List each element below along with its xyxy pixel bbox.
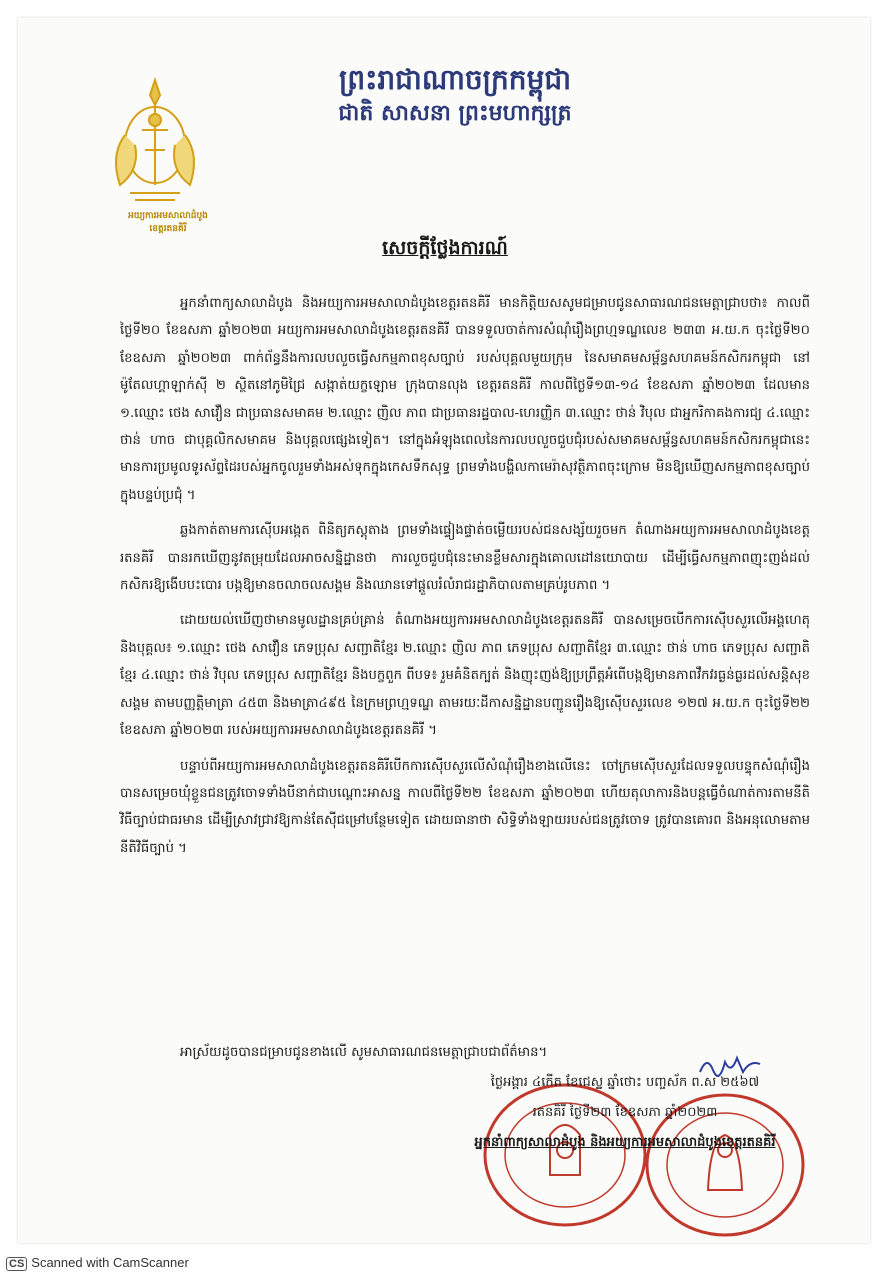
lunar-date: ថ្ងៃអង្គារ ៤កើត ខែជេស្ឋ ឆ្នាំថោះ បញ្ចស័ក ព.ស ២៥៦៧ — [490, 1075, 760, 1090]
paragraph-2: ឆ្លងកាត់តាមការស៊ើបអង្កេត ពិនិត្យភស្តុតាង ព្រមទាំងផ្ទៀងផ្ទាត់ចម្លើយរបស់ជនសង្ស័យរួចមក តំណាងអយ្យការអមសាលាដំបូងខេត្តរតនគិរី បានរកឃើញនូវតម្រុយដែលអាចសន្និដ្ឋានថា ការលួចជួបជុំនេះមានខ្លឹមសារក្នុងគោលដៅនយោបាយ ដើម្បីធ្វើសកម្មភាពញុះញង់ដល់កសិករឱ្យងើបបះបោរ បង្កឱ្យមានចលាចលសង្គម និងឈានទៅផ្តួលរំលំរាជរដ្ឋាភិបាលតាមគ្រប់រូបភាព ។ — [120, 523, 810, 594]
royal-emblem-icon — [100, 75, 210, 210]
nation-motto: ជាតិ សាសនា ព្រះមហាក្សត្រ — [338, 100, 572, 126]
solar-date: រតនគិរី ថ្ងៃទី២៣ ខែឧសភា ឆ្នាំ២០២៣ — [532, 1105, 718, 1120]
document-title: សេចក្តីថ្លែងការណ៍ — [382, 237, 508, 259]
document-body — [120, 290, 810, 870]
scanner-watermark — [6, 1255, 189, 1271]
scanner-text: Scanned with CamScanner — [31, 1255, 189, 1270]
kingdom-header — [290, 62, 620, 128]
paragraph-1: អ្នកនាំពាក្យសាលាដំបូង និងអយ្យការអមសាលាដំបូងខេត្តរតនគិរី មានកិត្តិយសសូមជម្រាបជូនសាធារណជនមេត្តាជ្រាបថា៖ កាលពីថ្ងៃទី២០ ខែឧសភា ឆ្នាំ២០២៣ អយ្យការអមសាលាដំបូងខេត្តរតនគិរី បានទទួលចាត់ការសំណុំរឿងព្រហ្មទណ្ឌលេខ ២៣៣ អ.យ.ក ចុះថ្ងៃទី២០ ខែឧសភា ឆ្នាំ២០២៣ ពាក់ព័ន្ធនឹងការលបលួចធ្វើសកម្មភាពខុសច្បាប់ របស់បុគ្គលមួយក្រុម នៃសមាគមសម្ព័ន្ធសហគមន៍កសិករកម្ពុជា នៅម៉ូតែលហ្គាឡាក់ស៊ី ២ ស្ថិតនៅភូមិជ្រៃ សង្កាត់យក្ខឡោម ក្រុងបានលុង ខេត្តរតនគិរី កាលពីថ្ងៃទី១៣-១៤ ខែឧសភា ឆ្នាំ២០២៣ ដែលមាន ១.ឈ្មោះ ថេង សាវឿន ជាប្រធានសមាគម ២.ឈ្មោះ ញិល ភាព ជាប្រធានរដ្ឋបាល-ហេរញ្ញិក ៣.ឈ្មោះ ថាន់ វិបុល ជាអ្នករិកាគងការជ្យ ៤.ឈ្មោះ ថាន់ ហាច ជាបុគ្គលិកសមាគម និងបុគ្គលផ្សេងទៀត។ នៅក្នុងអំឡុងពេលនៃការលបលួចជួបជុំរបស់សមាគមសម្ព័ន្ធសហគមន៍កសិករកម្ពុជានេះ មានការប្រមូលទូរស័ព្ទដៃរបស់អ្នកចូលរួមទាំងអស់ទុកក្នុងកេសទឹកសុទ្ធ ព្រមទាំងបង្ហិលកាមេរ៉ាសុវត្ថិភាពចុះក្រោម មិនឱ្យឃើញសកម្មភាពខុសច្បាប់ក្នុងបន្ទប់ប្រជុំ ។ — [120, 296, 810, 503]
kingdom-title: ព្រះរាជាណាចក្រកម្ពុជា — [338, 63, 571, 96]
emblem-caption-line1: អយ្យការអមសាលាដំបូង — [128, 211, 208, 221]
paragraph-3: ដោយយល់ឃើញថាមានមូលដ្ឋានគ្រប់គ្រាន់ តំណាងអយ្យការអមសាលាដំបូងខេត្តរតនគិរី បានសម្រេចបើកការស៊ើបសួរលើអង្គហេតុ និងបុគ្គល៖ ១.ឈ្មោះ ថេង សាវឿន ភេទប្រុស សញ្ជាតិខ្មែរ ២.ឈ្មោះ ញិល ភាព ភេទប្រុស សញ្ជាតិខ្មែរ ៣.ឈ្មោះ ថាន់ ហាច ភេទប្រុស សញ្ជាតិខ្មែរ ៤.ឈ្មោះ ថាន់ វិបុល ភេទប្រុស សញ្ជាតិខ្មែរ និងបក្ខពួក ពីបទ៖ រួមគំនិតក្បត់ និងញុះញង់ឱ្យប្រព្រឹត្តអំពើបង្កឱ្យមានភាពវឹកវរធ្ងន់ធ្ងរដល់សន្តិសុខសង្គម តាមបញ្ញត្តិមាត្រា ៤៥៣ និងមាត្រា៤៩៥ នៃក្រមព្រហ្មទណ្ឌ តាមរយៈដីកាសន្និដ្ឋានបញ្ជូនរឿងឱ្យស៊ើបសួរលេខ ១២៧ អ.យ.ក ចុះថ្ងៃទី២២ ខែឧសភា ឆ្នាំ២០២៣ របស់អយ្យការអមសាលាដំបូងខេត្តរតនគិរី ។ — [120, 613, 810, 739]
paragraph-4: បន្ទាប់ពីអយ្យការអមសាលាដំបូងខេត្តរតនគិរីបើកការស៊ើបសួរលើសំណុំរឿងខាងលើនេះ ចៅក្រមស៊ើបសួរដែលទទួលបន្ទុកសំណុំរឿង បានសម្រេចឃុំខ្លួនជនត្រូវចោទទាំងបីនាក់ជាបណ្តោះអាសន្ន កាលពីថ្ងៃទី២២ ខែឧសភា ឆ្នាំ២០២៣ ហើយតុលាការនិងបន្តធ្វើចំណាត់ការតាមនីតិវិធីច្បាប់ជាធរមាន ដើម្បីស្រាវជ្រាវឱ្យកាន់តែស៊ីជម្រៅបន្ថែមទៀត ដោយធានាថា សិទ្ធិទាំងឡាយរបស់ជនត្រូវចោទ ត្រូវបានគោរព និងអនុលោមតាមនីតិវិធីច្បាប់ ។ — [120, 758, 810, 856]
emblem-caption — [78, 210, 258, 236]
camscanner-icon: CS — [6, 1257, 27, 1271]
issuing-organization: អ្នកនាំពាក្យសាលាដំបូង និងអយ្យការអមសាលាដំបូងខេត្តរតនគិរី — [474, 1135, 776, 1150]
emblem-caption-line2: ខេត្តរតនគិរី — [149, 224, 187, 234]
closing-sentence: អាស្រ័យដូចបានជម្រាបជូនខាងលើ សូមសាធារណជនមេត្តាជ្រាបជាព័ត៌មាន។ — [180, 1045, 548, 1060]
signoff-block — [410, 1068, 840, 1158]
